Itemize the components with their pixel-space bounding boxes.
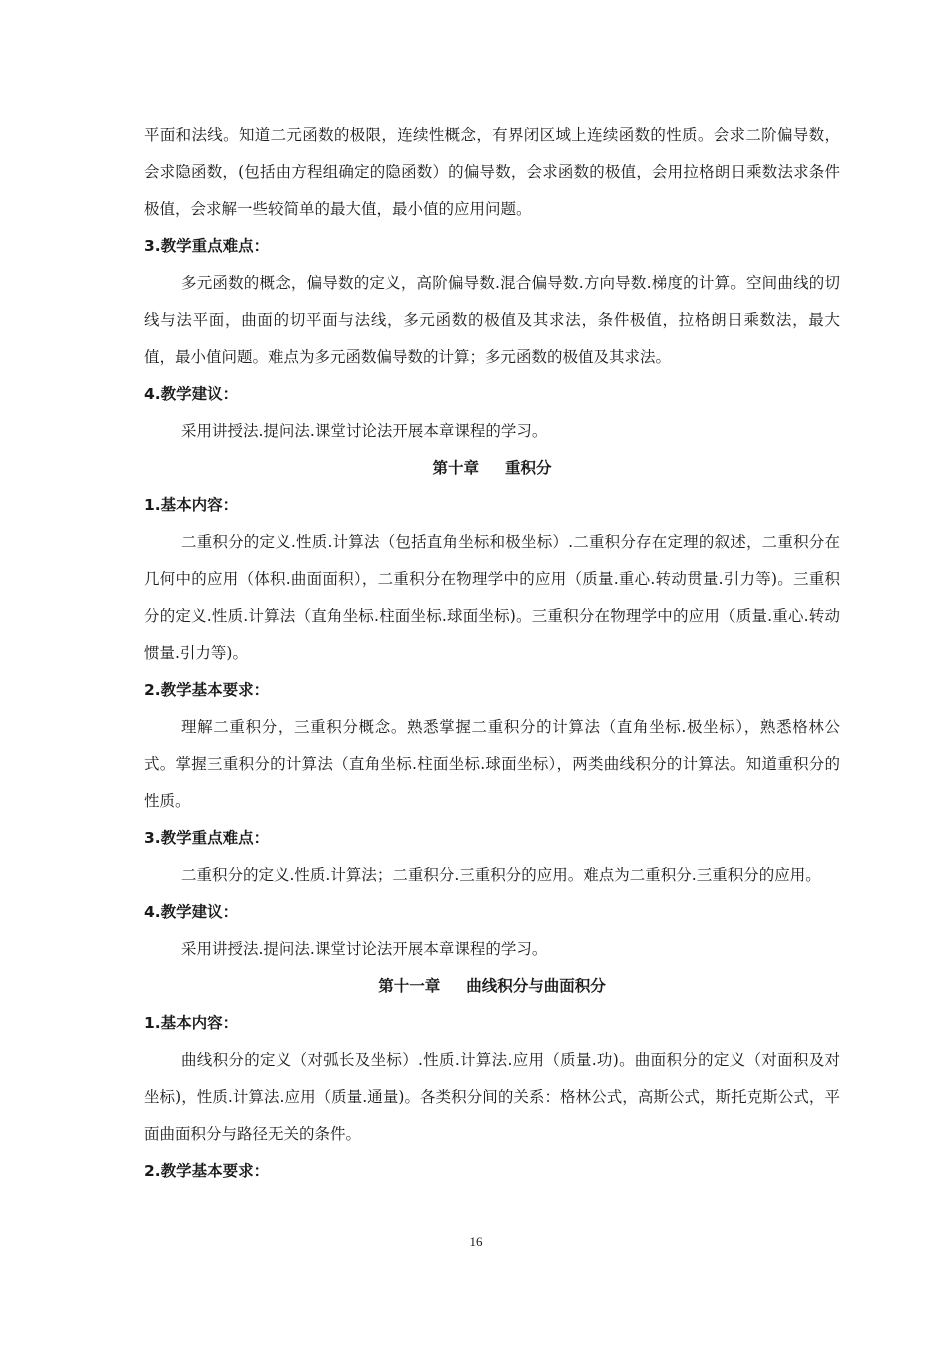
chapter-number: 第十章 [432,459,479,477]
section-heading: 4.教学建议： [144,903,239,921]
section-heading: 3.教学重点难点： [144,829,270,847]
chapter-heading [144,968,840,1005]
section-heading: 2.教学基本要求： [144,681,270,699]
chapter-title: 重积分 [505,459,552,477]
paragraph: 平面和法线。知道二元函数的极限，连续性概念，有界闭区域上连续函数的性质。会求二阶偏导数，会求隐函数，(包括由方程组确定的隐函数）的偏导数，会求函数的极值，会用拉格朗日乘数法求条件极值，会求解一些较简单的最大值，最小值的应用问题。 [144,126,840,218]
section-heading: 2.教学基本要求： [144,1162,270,1180]
paragraph: 二重积分的定义.性质.计算法；二重积分.三重积分的应用。难点为二重积分.三重积分的应用。 [181,866,821,884]
chapter-heading [144,450,840,487]
paragraph: 采用讲授法.提问法.课堂讨论法开展本章课程的学习。 [181,940,548,958]
chapter-title: 曲线积分与曲面积分 [466,977,606,995]
paragraph: 二重积分的定义.性质.计算法（包括直角坐标和极坐标）.二重积分存在定理的叙述，二重积分在几何中的应用（体积.曲面面积），二重积分在物理学中的应用（质量.重心.转动贯量.引力等)。三重积分的定义.性质.计算法（直角坐标.柱面坐标.球面坐标)。三重积分在物理学中的应用（质量.重心.转动惯量.引力等)。 [144,533,840,662]
paragraph: 多元函数的概念，偏导数的定义，高阶偏导数.混合偏导数.方向导数.梯度的计算。空间曲线的切线与法平面，曲面的切平面与法线，多元函数的极值及其求法，条件极值，拉格朗日乘数法，最大值，最小值问题。难点为多元函数偏导数的计算；多元函数的极值及其求法。 [144,274,840,366]
section-heading: 4.教学建议： [144,385,239,403]
section-heading: 1.基本内容： [144,496,239,514]
section-heading: 1.基本内容： [144,1014,239,1032]
paragraph: 采用讲授法.提问法.课堂讨论法开展本章课程的学习。 [181,422,548,440]
section-heading: 3.教学重点难点： [144,237,270,255]
page-number: 16 [469,1234,483,1249]
paragraph: 理解二重积分，三重积分概念。熟悉掌握二重积分的计算法（直角坐标.极坐标），熟悉格林公式。掌握三重积分的计算法（直角坐标.柱面坐标.球面坐标），两类曲线积分的计算法。知道重积分的性质。 [144,718,840,810]
chapter-number: 第十一章 [378,977,441,995]
paragraph: 曲线积分的定义（对弧长及坐标）.性质.计算法.应用（质量.功)。曲面积分的定义（对面积及对坐标)，性质.计算法.应用（质量.通量)。各类积分间的关系：格林公式，高斯公式，斯托克斯公式，平面曲面积分与路径无关的条件。 [144,1051,840,1143]
page-content [144,117,840,1190]
